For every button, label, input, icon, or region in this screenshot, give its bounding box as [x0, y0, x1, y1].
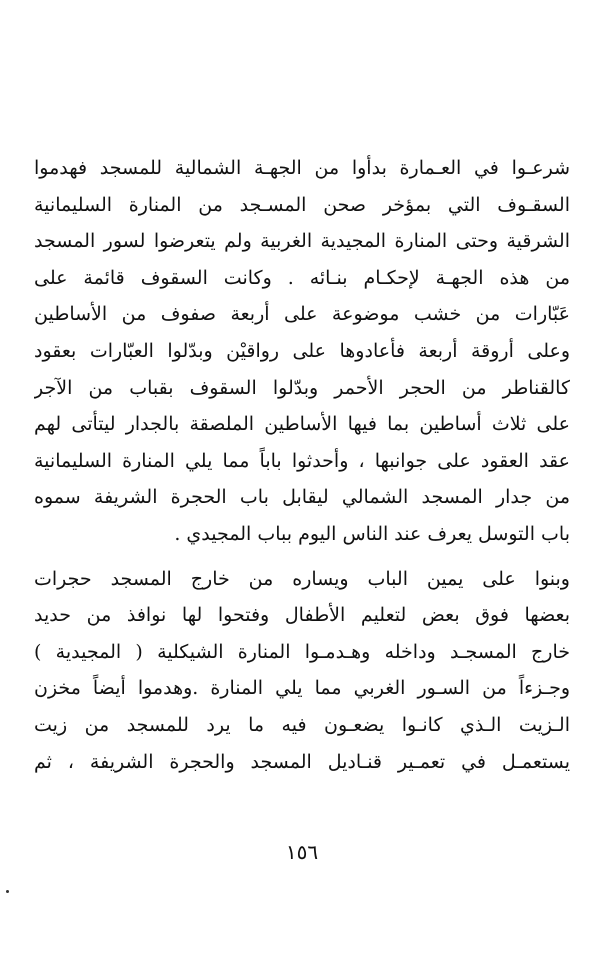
text-line: وبنوا على يمين الباب ويساره من خارج المسجد حجرات [34, 567, 570, 590]
text-line: عقد العقود على جوانبها ، وأحدثوا باباً مما يلي المنارة السليمانية [34, 449, 570, 472]
page-number: ١٥٦ [285, 840, 319, 864]
text-line: من جدار المسجد الشمالي ليقابل باب الحجرة الشريفة سموه [34, 486, 570, 509]
text-line: السقـوف التي بمؤخر صحن المسـجد من المنارة السليمانية [34, 193, 570, 216]
paragraph-1 [34, 150, 570, 553]
paragraph-2 [34, 561, 570, 781]
text-line: يستعمـل في تعمـير قنـاديل المسجد والحجرة الشريفة ، ثم [34, 750, 570, 773]
text-line: على ثلاث أساطين بما فيها الأساطين الملصقة بالجدار ليتأتى لهم [34, 413, 570, 436]
text-line: خارج المسجـد وداخله وهـدمـوا المنارة الشيكلية ( المجيدية ) [34, 640, 570, 663]
body-text [34, 150, 570, 780]
text-line: وجـزءاً من السـور الغربي مما يلي المنارة .وهدموا أيضاً مخزن [34, 677, 570, 700]
paragraph-gap [34, 553, 570, 561]
text-line: بعضها فوق بعض لتعليم الأطفال وفتحوا لها نوافذ من حديد [34, 604, 570, 627]
text-line: باب التوسل يعرف عند الناس اليوم بباب المجيدي . [174, 522, 570, 545]
text-line: الـزيت الـذي كانـوا يضعـون فيه ما يرد للمسجد من زيت [34, 713, 570, 736]
text-line: شرعـوا في العـمارة بدأوا من الجهـة الشمالية للمسجد فهدموا [34, 157, 570, 179]
text-line: عَبّارات من خشب موضوعة على أربعة صفوف من الأساطين [34, 303, 570, 326]
text-line: كالقناطر من الحجر الأحمر وبدّلوا السقوف بقباب من الآجر [34, 376, 570, 399]
scan-speck [6, 890, 9, 893]
text-line: من هذه الجهـة لإحكـام بنـائه . وكانت السقوف قائمة على [34, 266, 570, 289]
text-line: وعلى أروقة أربعة فأعادوها على رواقيْن وبدّلوا العبّارات بعقود [34, 339, 570, 362]
text-line: الشرقية وحتى المنارة المجيدية الغربية ولم يتعرضوا لسور المسجد [34, 230, 570, 253]
